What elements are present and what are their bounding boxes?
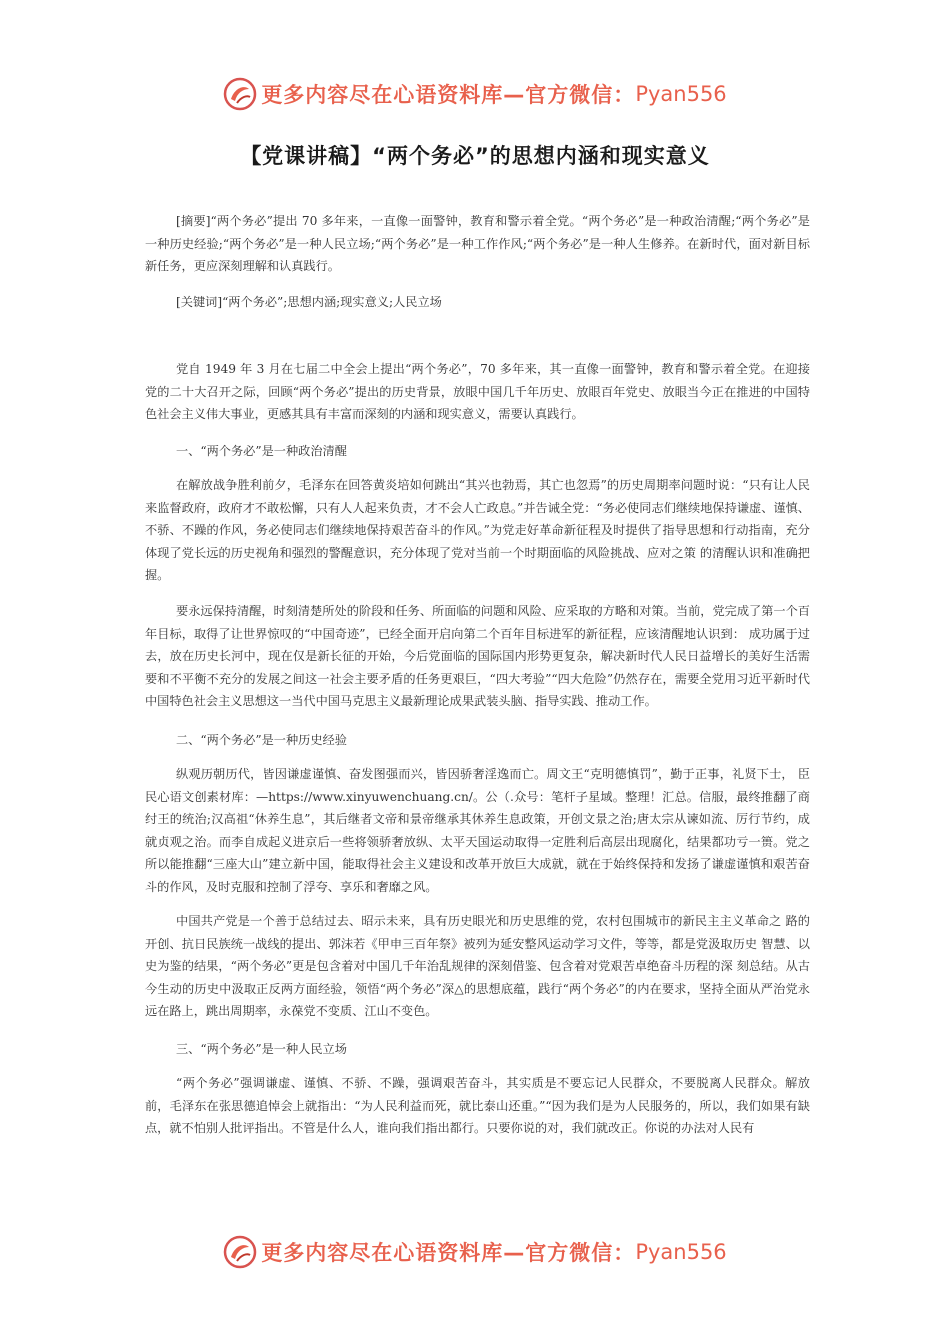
section1-paragraph-1: 在解放战争胜利前夕，毛泽东在回答黄炎培如何跳出“其兴也勃焉，其亡也忽焉”的历史周期率问题时说：“只有让人民来监督政府，政府才不敢松懈，只有人人起来负责，才不会人亡政息。”并告诫全党：“务必使同志们继续地保持谦虚、谨慎、不骄、不躁的作风，务必使同志们继续地保持艰苦奋斗的作风。”为党走好革命新征程及时提供了指导思想和行动指南，充分体现了党长远的历史视角和强烈的警醒意识，充分体现了党对当前一个时期面临的风险挑战、应对之策 的清醒认识和准确把握。 xyxy=(145,478,810,582)
section1-paragraph-2: 要永远保持清醒，时刻清楚所处的阶段和任务、所面临的问题和风险、应采取的方略和对策。当前，党完成了第一个百年目标，取得了让世界惊叹的“中国奇迹”，已经全面开启向第二个百年目标进军的新征程，应该清醒地认识到： 成功属于过去，放在历史长河中，现在仅是新长征的开始，今后党面临的国际国内形势更复杂，解决新时代人民日益增长的美好生活需要和不平衡不充分的发展之间这一社会主要矛盾的任务更艰巨，“四大考验”“四大危险”仍然存在，需要全党用习近平新时代中国特色社会主义思想这一当代中国马克思主义最新理论成果武装头脑、指导实践、推动工作。 xyxy=(145,604,810,708)
intro-paragraph: 党自 1949 年 3 月在七届二中全会上提出“两个务必”，70 多年来，其一直像一面警钟，教育和警示着全党。在迎接党的二十大召开之际，回顾“两个务必”提出的历史背景，放眼中国几千年历史、放眼百年党史、放眼当今正在推进的中国特色社会主义伟大事业，更感其具有丰富而深刻的内涵和现实意义，需要认真践行。 xyxy=(145,362,810,421)
section2-heading: 二、“两个务必”是一种历史经验 xyxy=(176,733,347,747)
banner-contact: Pyan556 xyxy=(635,1240,727,1264)
footer-banner xyxy=(0,1230,950,1274)
intro-block xyxy=(145,358,810,426)
section2-paragraph-1: 纵观历朝历代，皆因谦虚谨慎、奋发图强而兴，皆因骄奢淫逸而亡。周文王“克明德慎罚”，勤于正事，礼贤下士， 臣民心语文创素材库：—https://www.xinyuwenchuang.cn/。公（.众号：笔杆子星域。整理！汇总。信服，最终推翻了商纣王的统治;汉高祖“休养生息”，其后继者文帝和景帝继承其休养生息政策，开创文景之治;唐太宗从谏如流、厉行节约，成就贞观之治。而李自成起义进京后一些将领骄奢放纵、太平天国运动取得一定胜利后高层出现腐化，结果都功亏一篑。党之所以能推翻“三座大山”建立新中国，能取得社会主义建设和改革开放巨大成就，就在于始终保持和发扬了谦虚谨慎和艰苦奋斗的作风，及时克服和控制了浮夸、享乐和奢靡之风。 xyxy=(145,767,810,894)
keywords-paragraph: [关键词]“两个务必”;思想内涵;现实意义;人民立场 xyxy=(176,295,442,309)
section1-heading: 一、“两个务必”是一种政治清醒 xyxy=(176,444,347,458)
keywords-block xyxy=(145,291,810,314)
section2-heading-block xyxy=(145,729,810,752)
banner-text: 更多内容尽在心语资料库—官方微信： xyxy=(261,1241,636,1265)
section3-p1-block xyxy=(145,1072,810,1140)
section2-paragraph-2: 中国共产党是一个善于总结过去、昭示未来，具有历史眼光和历史思维的党，农村包围城市的新民主主义革命之 路的开创、抗日民族统一战线的提出、郭沫若《甲申三百年祭》被列为延安整风运动学习文件，等等，都是党汲取历史 智慧、以史为鉴的结果，“两个务必”更是包含着对中国几千年治乱规律的深刻借鉴、包含着对党艰苦卓绝奋斗历程的深 刻总结。从古今生动的历史中汲取正反两方面经验，领悟“两个务必”深△的思想底蕴，践行“两个务必”的内在要求，坚持全面从严治党永远在路上，跳出周期率，永葆党不变质、江山不变色。 xyxy=(145,914,810,1018)
section2-p2-block xyxy=(145,910,810,1023)
section1-heading-block xyxy=(145,440,810,463)
header-banner xyxy=(0,72,950,116)
section2-p1-block xyxy=(145,763,810,898)
section3-heading: 三、“两个务必”是一种人民立场 xyxy=(176,1042,347,1056)
page-title: 【党课讲稿】“两个务必”的思想内涵和现实意义 xyxy=(240,144,710,168)
section3-paragraph-1: “两个务必”强调谦虚、谨慎、不骄、不躁，强调艰苦奋斗，其实质是不要忘记人民群众，不要脱离人民群众。解放 前，毛泽东在张思德追悼会上就指出：“为人民利益而死，就比泰山还重。”“因为我们是为人民服务的，所以，我们如果有缺点，就不怕别人批评指出。不管是什么人，谁向我们指出都行。只要你说的对，我们就改正。你说的办法对人民有 xyxy=(145,1076,810,1135)
section1-p1-block xyxy=(145,474,810,587)
abstract-block xyxy=(145,210,810,278)
abstract-paragraph: [摘要]“两个务必”提出 70 多年来，一直像一面警钟，教育和警示着全党。“两个务必”是一种政治清醒;“两个务必”是一种历史经验;“两个务必”是一种人民立场;“两个务必”是一种工作作风;“两个务必”是一种人生修养。在新时代，面对新目标新任务，更应深刻理解和认真践行。 xyxy=(145,214,810,273)
section3-heading-block xyxy=(145,1038,810,1061)
banner-text: 更多内容尽在心语资料库—官方微信： xyxy=(261,83,636,107)
leaf-swirl-logo-icon xyxy=(223,1235,257,1269)
section1-p2-block xyxy=(145,600,810,713)
leaf-swirl-logo-icon xyxy=(223,77,257,111)
banner-contact: Pyan556 xyxy=(635,82,727,106)
